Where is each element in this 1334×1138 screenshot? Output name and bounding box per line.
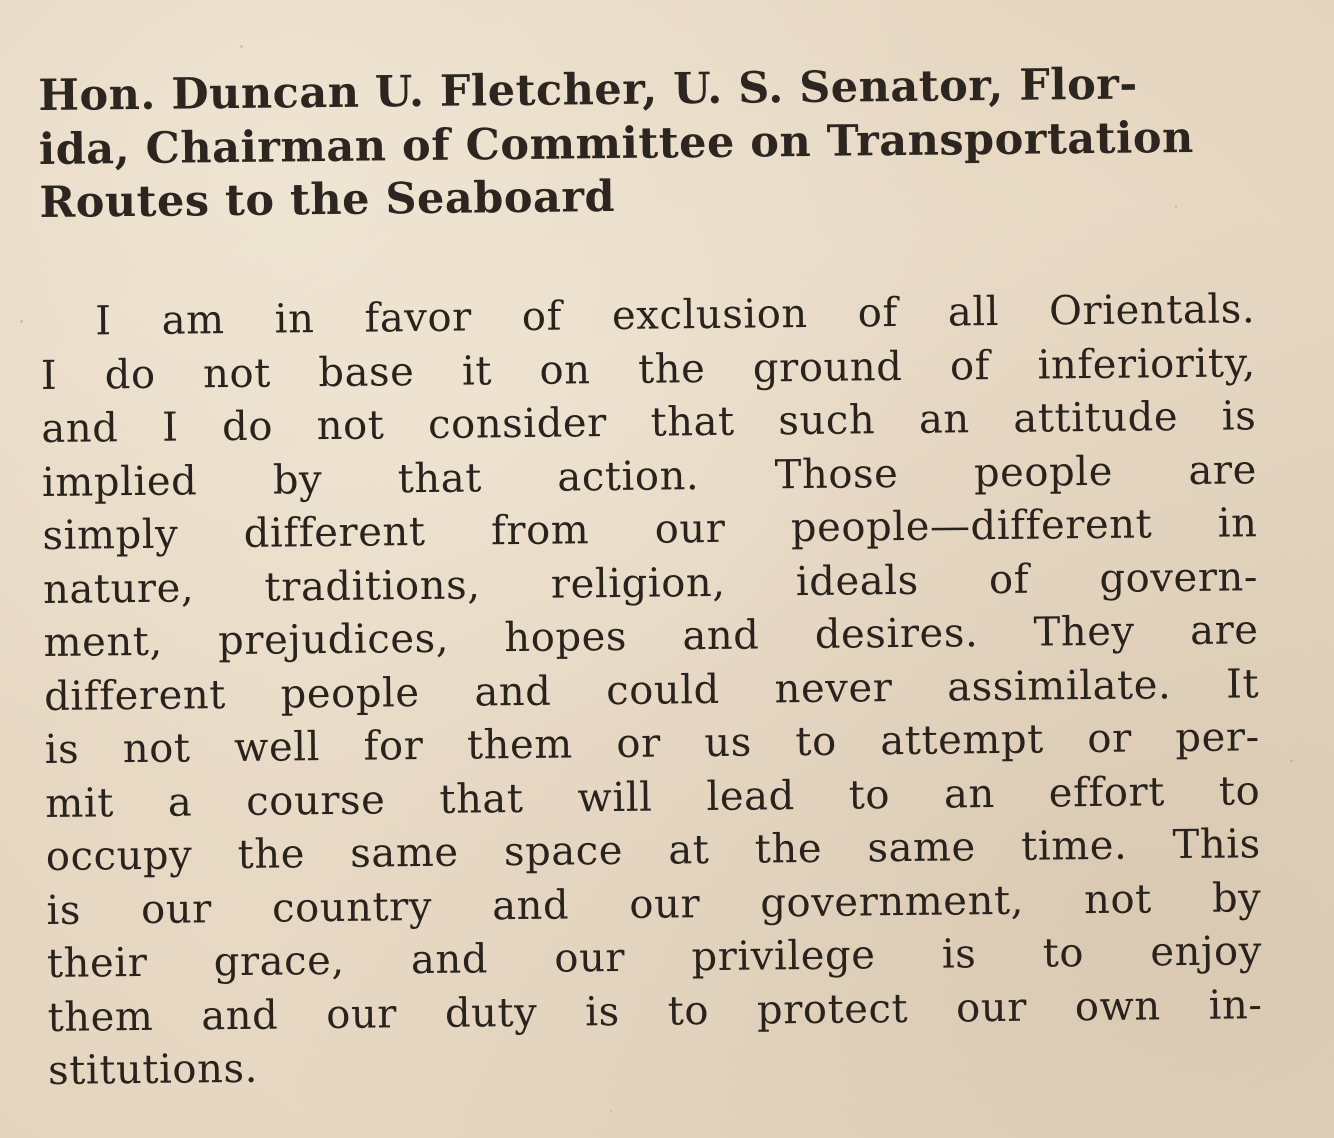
body-line: is our country and our government, not by xyxy=(46,874,1262,934)
body-line: simply different from our people—different in xyxy=(42,500,1258,559)
paper-speck xyxy=(240,45,243,48)
body-line: stitutions. xyxy=(47,1045,259,1094)
body-line: I am in favor of exclusion of all Orientals. xyxy=(95,286,1256,345)
heading-line: ida, Chairman of Committee on Transportation xyxy=(38,112,1195,175)
heading-line: Hon. Duncan U. Fletcher, U. S. Senator, Flor- xyxy=(38,59,1139,121)
paper-speck xyxy=(1290,760,1293,762)
article-body xyxy=(40,283,1263,1098)
body-line: mit a course that will lead to an effort to xyxy=(45,767,1261,827)
body-line: them and our duty is to protect our own in- xyxy=(47,981,1263,1041)
body-line: their grace, and our privilege is to enjoy xyxy=(46,928,1263,987)
body-line: I do not base it on the ground of inferiority, xyxy=(40,339,1257,399)
body-line: occupy the same space at the same time. This xyxy=(45,821,1262,880)
paper-speck xyxy=(20,320,23,323)
paper-speck xyxy=(610,1110,612,1112)
body-line: and I do not consider that such an attitude is xyxy=(41,393,1257,452)
body-line: different people and could never assimilate. It xyxy=(43,660,1260,720)
body-line: is not well for them or us to attempt or per- xyxy=(44,714,1260,773)
body-line: ment, prejudices, hopes and desires. They are xyxy=(43,607,1259,666)
body-line: nature, traditions, religion, ideals of govern- xyxy=(42,553,1259,613)
heading-line: Routes to the Seaboard xyxy=(39,171,616,228)
body-line: implied by that action. Those people are xyxy=(41,446,1258,506)
article-heading xyxy=(38,53,1250,226)
